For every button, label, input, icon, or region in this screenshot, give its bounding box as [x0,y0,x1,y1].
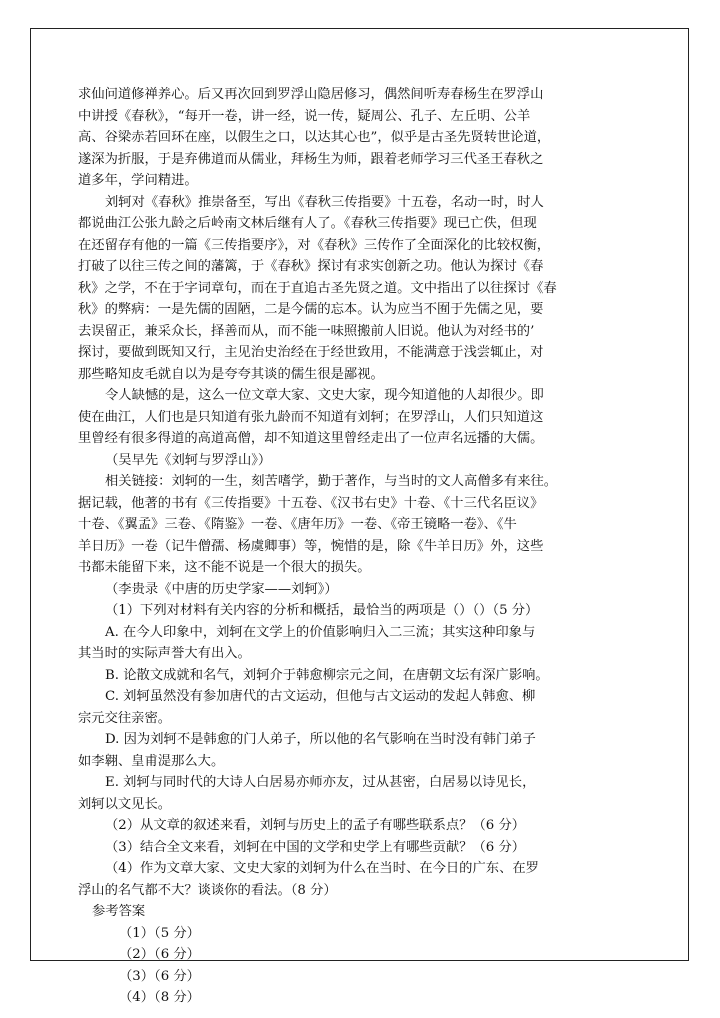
option-e-cont: 刘轲以文见长。 [78,796,172,812]
question-3: （3）结合全文来看，刘轲在中国的文学和史学上有哪些贡献？（6 分） [105,839,526,855]
text-line: 在还留存有他的一篇《三传指要序》，对《春秋》三传作了全面深化的比较权衡， [78,237,551,253]
question-4-cont: 浮山的名气都不大？谈谈你的看法。（8 分） [78,882,337,898]
text-line: 都说曲江公张九龄之后岭南文林后继有人了。《春秋三传指要》现已亡佚，但现 [78,216,537,231]
text-line: 中讲授《春秋》，“每开一卷，讲一经，说一传，疑周公、孔子、左丘明、公羊 [78,108,531,124]
text-line: 探讨，要做到既知又行，主见治史治经在于经世致用，不能满意于浅尝辄止，对 [78,345,544,360]
text-line: 十卷、《翼孟》三卷、《隋鉴》一卷、《唐年历》一卷、《帝王镜略一卷》、《牛 [78,517,517,532]
option-c-cont: 宗元交往亲密。 [78,710,172,726]
answer-heading: 参考答案 [92,904,146,919]
text-line: 打破了以往三传之间的藩篱，于《春秋》探讨有求实创新之功。他认为探讨《春 [78,259,544,274]
text-line: 令人缺憾的是，这么一位文章大家、文史大家，现今知道他的人却很少。即 [105,388,544,403]
text-line: 遂深为折服，于是弃佛道而从儒业，拜杨生为师，跟着老师学习三代圣王春秋之 [78,151,544,167]
answer-3: （3）（6 分） [119,968,200,984]
option-d-cont: 如李翱、皇甫湜那么大。 [78,753,225,769]
text-line: 里曾经有很多得道的高道高僧，却不知道这里曾经走出了一位声名远播的大儒。 [78,431,544,446]
text-line: 去误留正，兼采众长，择善而从，而不能一味照搬前人旧说。他认为对经书的’ [78,323,535,339]
option-a: A. 在今人印象中，刘轲在文学上的价值影响归入二三流；其实这种印象与 [105,624,536,640]
question-2: （2）从文章的叙述来看，刘轲与历史上的孟子有哪些联系点？（6 分） [105,818,526,833]
option-b: B. 论散文成就和名气，刘轲介于韩愈柳宗元之间，在唐朝文坛有深广影响。 [105,667,549,683]
text-line: 书都未能留下来，这不能不说是一个很大的损失。 [78,560,371,575]
text-line: 羊日历》一卷（记牛僧孺、杨虞卿事）等，惋惜的是，除《牛羊日历》外，这些 [78,538,544,554]
answer-4: （4）（8 分） [119,990,200,1005]
text-line: 使在曲江，人们也是只知道有张九龄而不知道有刘轲；在罗浮山，人们只知道这 [78,409,544,425]
text-line: 秋》之学，不在于字词章句，而在于直追古圣先贤之道。文中指出了以往探讨《春 [78,280,557,296]
text-line: 那些略知皮毛就自以为是夸夸其谈的儒生很是鄙视。 [78,366,384,382]
text-line: 刘轲对《春秋》推崇备至，写出《春秋三传指要》十五卷，名动一时，时人 [105,194,544,210]
source-citation: （吴早先《刘轲与罗浮山》） [105,452,272,468]
text-line: 秋》的弊病：一是先儒的固陋，二是今儒的忘本。认为应当不囿于先儒之见，要 [78,302,544,317]
text-line: 据记载，他著的书有《三传指要》十五卷、《汉书右史》十卷、《十三代名臣议》 [78,495,544,511]
option-c: C. 刘轲虽然没有参加唐代的古文运动，但他与古文运动的发起人韩愈、柳 [105,689,536,704]
text-line: 相关链接：刘轲的一生，刻苦嗜学，勤于著作，与当时的文人高僧多有来往。 [105,474,558,489]
answer-2: （2）（6 分） [119,947,200,962]
option-e: E. 刘轲与同时代的大诗人白居易亦师亦友，过从甚密，白居易以诗见长， [105,775,536,790]
question-1: （1）下列对材料有关内容的分析和概括，最恰当的两项是（）（）（5 分） [105,603,539,618]
option-a-cont: 其当时的实际声誉大有出入。 [78,646,251,661]
text-line: 道多年，学问精进。 [78,173,198,188]
option-d: D. 因为刘轲不是韩愈的门人弟子，所以他的名气影响在当时没有韩门弟子 [105,732,536,747]
answer-1: （1）（5 分） [119,925,200,941]
source-citation: （李贵录《中唐的历史学家——刘轲》） [105,581,338,597]
text-line: 高、谷梁赤若回环在座，以假生之口，以达其心也”，似乎是古圣先贤转世论道， [78,130,551,145]
question-4: （4）作为文章大家、文史大家的刘轲为什么在当时、在今日的广东、在罗 [105,861,539,876]
document-body [78,84,643,1009]
text-line: 求仙问道修禅养心。后又再次回到罗浮山隐居修习，偶然间听寿春杨生在罗浮山 [78,87,544,102]
